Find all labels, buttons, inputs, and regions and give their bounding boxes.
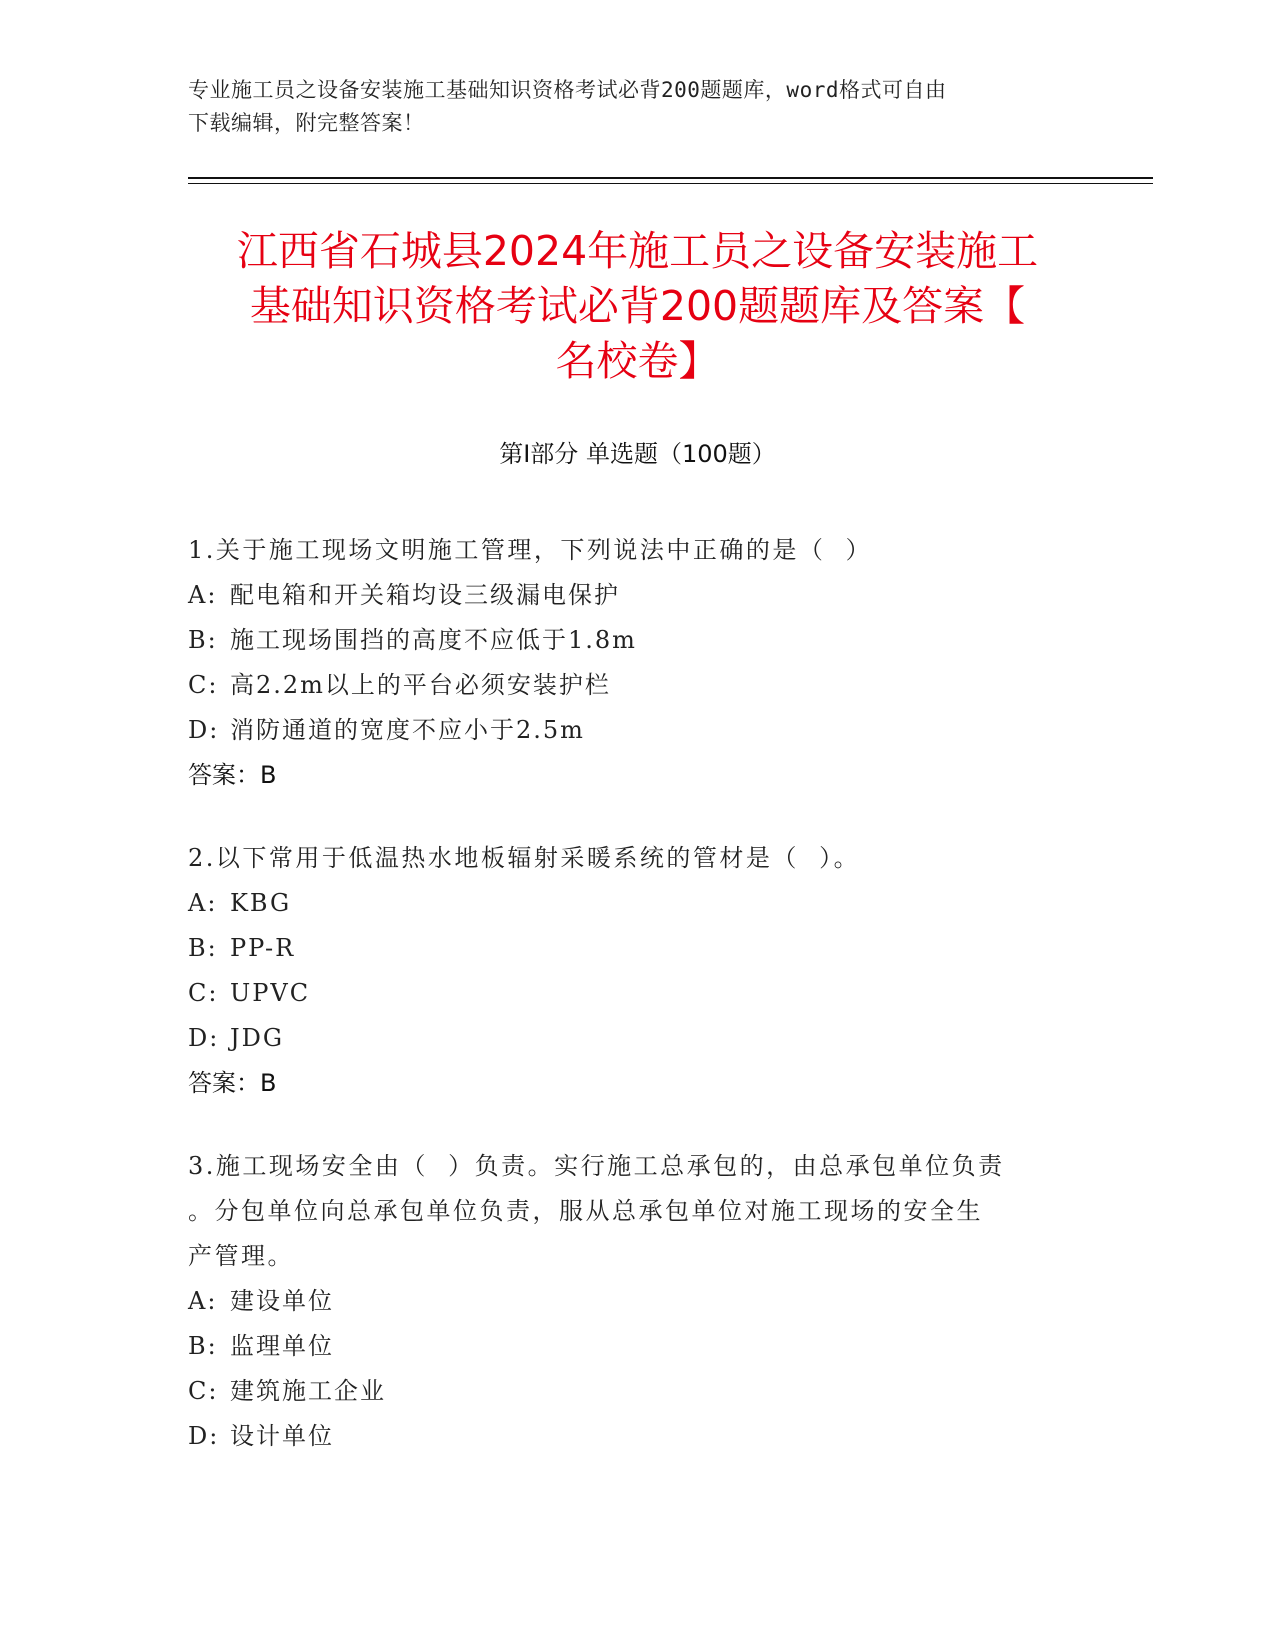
option-b — [188, 1324, 1088, 1369]
option-a — [188, 573, 1088, 618]
option-a — [188, 1279, 1088, 1324]
option-label: A: — [188, 581, 218, 609]
question-stem-line-1: 3.施工现场安全由（ ）负责。实行施工总承包的，由总承包单位负责 — [188, 1152, 1005, 1180]
header-note — [188, 74, 1088, 140]
option-text: 建设单位 — [230, 1287, 334, 1315]
option-label: D: — [188, 716, 220, 744]
question-1 — [188, 528, 1088, 798]
option-text: UPVC — [230, 979, 311, 1007]
option-c — [188, 663, 1088, 708]
option-text: 建筑施工企业 — [230, 1377, 386, 1405]
title-line-2: 基础知识资格考试必背200题题库及答案【 — [249, 282, 1026, 330]
title-line-3: 名校卷】 — [555, 337, 720, 385]
option-label: A: — [188, 889, 218, 917]
question-list — [188, 528, 1088, 1497]
option-label: C: — [188, 979, 219, 1007]
answer-line: 答案：B — [188, 761, 277, 789]
option-a — [188, 881, 1088, 926]
option-label: D: — [188, 1024, 220, 1052]
question-stem-line-3: 产管理。 — [188, 1242, 294, 1270]
header-note-line-1: 专业施工员之设备安装施工基础知识资格考试必背200题题库，word格式可自由 — [188, 78, 947, 102]
answer-line: 答案：B — [188, 1069, 277, 1097]
header-divider-thick — [188, 177, 1153, 179]
option-text: KBG — [230, 889, 292, 917]
option-b — [188, 926, 1088, 971]
option-text: 配电箱和开关箱均设三级漏电保护 — [230, 581, 620, 609]
question-stem: 2.以下常用于低温热水地板辐射采暖系统的管材是（ ）。 — [188, 844, 861, 872]
option-text: PP-R — [230, 934, 296, 962]
option-b — [188, 618, 1088, 663]
option-text: 设计单位 — [230, 1422, 334, 1450]
title-line-1: 江西省石城县2024年施工员之设备安装施工 — [236, 227, 1039, 275]
option-d — [188, 1016, 1088, 1061]
question-stem-line-2: 。分包单位向总承包单位负责，服从总承包单位对施工现场的安全生 — [188, 1197, 983, 1225]
option-text: 施工现场围挡的高度不应低于1.8m — [230, 626, 637, 654]
section-heading: 第I部分 单选题（100题） — [499, 440, 776, 468]
option-label: B: — [188, 626, 218, 654]
option-c — [188, 1369, 1088, 1414]
question-2 — [188, 836, 1088, 1106]
option-label: B: — [188, 934, 218, 962]
option-label: D: — [188, 1422, 220, 1450]
option-text: 高2.2m以上的平台必须安装护栏 — [230, 671, 611, 699]
option-label: A: — [188, 1287, 218, 1315]
option-d — [188, 708, 1088, 753]
option-text: JDG — [230, 1024, 285, 1052]
option-label: C: — [188, 671, 219, 699]
question-3 — [188, 1144, 1088, 1459]
question-stem: 1.关于施工现场文明施工管理，下列说法中正确的是（ ） — [188, 536, 873, 564]
header-note-line-2: 下载编辑，附完整答案！ — [188, 111, 425, 135]
option-c — [188, 971, 1088, 1016]
option-d — [188, 1414, 1088, 1459]
option-text: 消防通道的宽度不应小于2.5m — [230, 716, 585, 744]
option-text: 监理单位 — [230, 1332, 334, 1360]
document-title — [160, 224, 1115, 389]
option-label: C: — [188, 1377, 219, 1405]
header-divider-thin — [188, 183, 1153, 184]
option-label: B: — [188, 1332, 218, 1360]
